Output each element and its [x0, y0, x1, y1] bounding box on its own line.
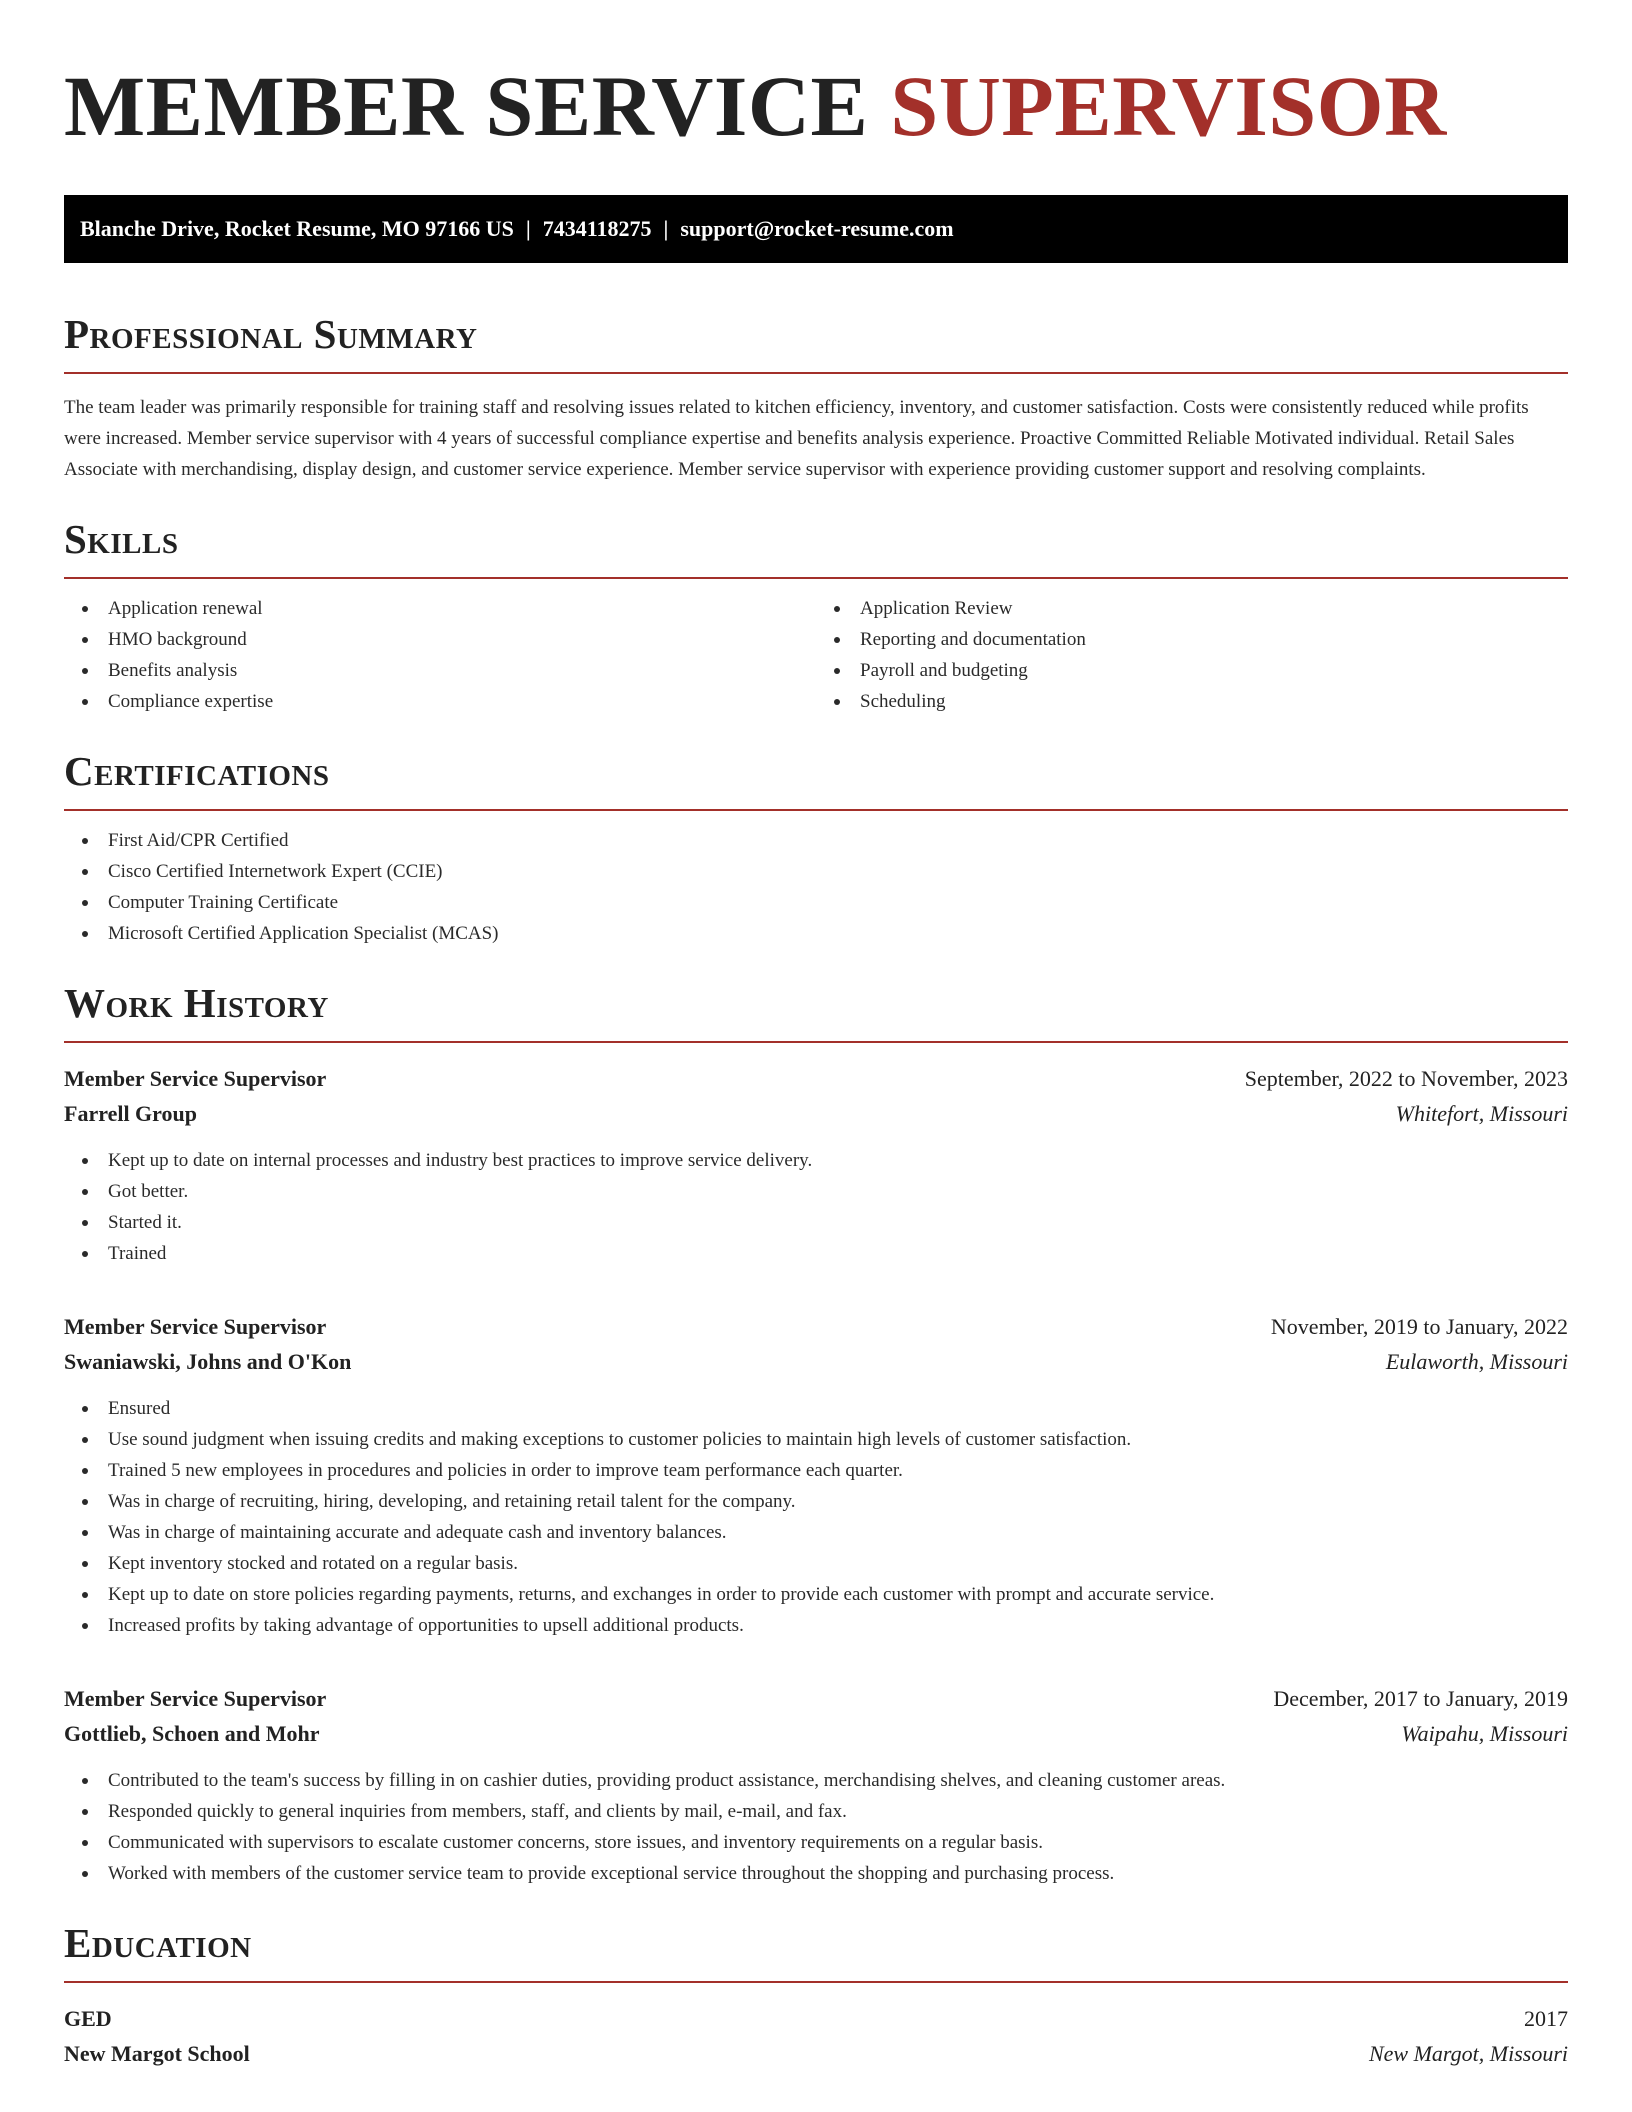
contact-bar [64, 195, 1568, 263]
education-year: 2017 [1524, 2006, 1568, 2031]
job-header-row [64, 1681, 1568, 1716]
skill-item: HMO background [64, 624, 816, 655]
education-location: New Margot, Missouri [1368, 2041, 1568, 2066]
section-divider [64, 1041, 1568, 1043]
job-duties-list [64, 1393, 1568, 1641]
job-duty: Was in charge of maintaining accurate and adequate cash and inventory balances. [64, 1517, 1568, 1548]
job-duty: Trained 5 new employees in procedures and policies in order to improve team performance each quarter. [64, 1455, 1568, 1486]
section-divider [64, 1981, 1568, 1983]
job-duty: Responded quickly to general inquiries from members, staff, and clients by mail, e-mail, and fax. [64, 1796, 1568, 1827]
section-divider [64, 372, 1568, 374]
section-divider [64, 809, 1568, 811]
summary-text: The team leader was primarily responsible for training staff and resolving issues related to kitchen efficiency, inventory, and customer satisfaction. Costs were consistently reduced while profits were increased. Member service supervisor with 4 years of successful compliance expertise and benefits analysis experience. Proactive Committed Reliable Motivated individual. Retail Sales Associate with merchandising, display design, and customer service experience. Member service supervisor with experience providing customer support and resolving complaints. [64, 397, 1529, 480]
skill-item: Application Review [816, 593, 1568, 624]
job-duty: Worked with members of the customer service team to provide exceptional service throughout the shopping and purchasing process. [64, 1858, 1568, 1889]
education-section [64, 1919, 1568, 2071]
job-company: Farrell Group [64, 1101, 198, 1126]
skill-item: Payroll and budgeting [816, 655, 1568, 686]
job-entry [64, 1309, 1568, 1641]
contact-address: Blanche Drive, Rocket Resume, MO 97166 US [80, 216, 514, 241]
skills-section [64, 515, 1568, 717]
job-dates: December, 2017 to January, 2019 [1273, 1686, 1568, 1711]
job-entry [64, 1681, 1568, 1889]
job-duty: Got better. [64, 1176, 1568, 1207]
certifications-heading: Certifications [64, 748, 330, 794]
job-company-row [64, 1716, 1568, 1751]
job-header-row [64, 1061, 1568, 1096]
job-header-row [64, 1309, 1568, 1344]
summary-heading: Professional Summary [64, 311, 478, 357]
education-entry [64, 2001, 1568, 2071]
skills-list-left [64, 593, 816, 717]
skills-list-right [816, 593, 1568, 717]
job-duty: Kept up to date on store policies regarding payments, returns, and exchanges in order to provide each customer with prompt and accurate service. [64, 1579, 1568, 1610]
contact-email: support@rocket-resume.com [680, 216, 954, 241]
job-duty: Kept inventory stocked and rotated on a regular basis. [64, 1548, 1568, 1579]
certification-item: First Aid/CPR Certified [64, 825, 1568, 856]
job-duties-list [64, 1765, 1568, 1889]
education-heading: Education [64, 1920, 252, 1966]
job-duty: Was in charge of recruiting, hiring, developing, and retaining retail talent for the company. [64, 1486, 1568, 1517]
skill-item: Compliance expertise [64, 686, 816, 717]
job-duty: Ensured [64, 1393, 1568, 1424]
certifications-list [64, 825, 1568, 949]
job-company: Gottlieb, Schoen and Mohr [64, 1721, 320, 1746]
job-title: Member Service Supervisor [64, 1314, 327, 1339]
job-entry [64, 1061, 1568, 1269]
summary-section [64, 310, 1568, 485]
education-header-row [64, 2001, 1568, 2036]
certification-item: Cisco Certified Internetwork Expert (CCIE) [64, 856, 1568, 887]
job-duty: Use sound judgment when issuing credits and making exceptions to customer policies to maintain high levels of customer satisfaction. [64, 1424, 1568, 1455]
job-duty: Increased profits by taking advantage of opportunities to upsell additional products. [64, 1610, 1568, 1641]
job-location: Waipahu, Missouri [1401, 1721, 1568, 1746]
job-company: Swaniawski, Johns and O'Kon [64, 1349, 352, 1374]
skills-heading: Skills [64, 516, 179, 562]
job-duty: Contributed to the team's success by filling in on cashier duties, providing product assistance, merchandising shelves, and cleaning customer areas. [64, 1765, 1568, 1796]
title-main: MEMBER SERVICE [64, 58, 869, 154]
job-location: Eulaworth, Missouri [1385, 1349, 1568, 1374]
contact-separator: | [663, 216, 669, 241]
job-company-row [64, 1096, 1568, 1131]
skills-grid [64, 579, 1568, 717]
certification-item: Computer Training Certificate [64, 887, 1568, 918]
certification-item: Microsoft Certified Application Specialist (MCAS) [64, 918, 1568, 949]
work-history-heading: Work History [64, 980, 329, 1026]
job-company-row [64, 1344, 1568, 1379]
job-dates: November, 2019 to January, 2022 [1270, 1314, 1568, 1339]
education-school: New Margot School [64, 2041, 250, 2066]
job-duty: Communicated with supervisors to escalate customer concerns, store issues, and inventory requirements on a regular basis. [64, 1827, 1568, 1858]
job-duties-list [64, 1145, 1568, 1269]
certifications-section [64, 747, 1568, 949]
contact-separator: | [525, 216, 531, 241]
job-duty: Trained [64, 1238, 1568, 1269]
skill-item: Benefits analysis [64, 655, 816, 686]
skill-item: Reporting and documentation [816, 624, 1568, 655]
job-title: Member Service Supervisor [64, 1066, 327, 1091]
job-dates: September, 2022 to November, 2023 [1244, 1066, 1568, 1091]
title-accent: SUPERVISOR [890, 58, 1447, 154]
skill-item: Application renewal [64, 593, 816, 624]
contact-phone: 7434118275 [542, 216, 652, 241]
education-school-row [64, 2036, 1568, 2071]
skill-item: Scheduling [816, 686, 1568, 717]
page-title [64, 56, 1568, 156]
education-degree: GED [64, 2006, 112, 2031]
work-history-section [64, 979, 1568, 1889]
job-duty: Kept up to date on internal processes and industry best practices to improve service delivery. [64, 1145, 1568, 1176]
job-duty: Started it. [64, 1207, 1568, 1238]
job-title: Member Service Supervisor [64, 1686, 327, 1711]
job-location: Whitefort, Missouri [1395, 1101, 1568, 1126]
